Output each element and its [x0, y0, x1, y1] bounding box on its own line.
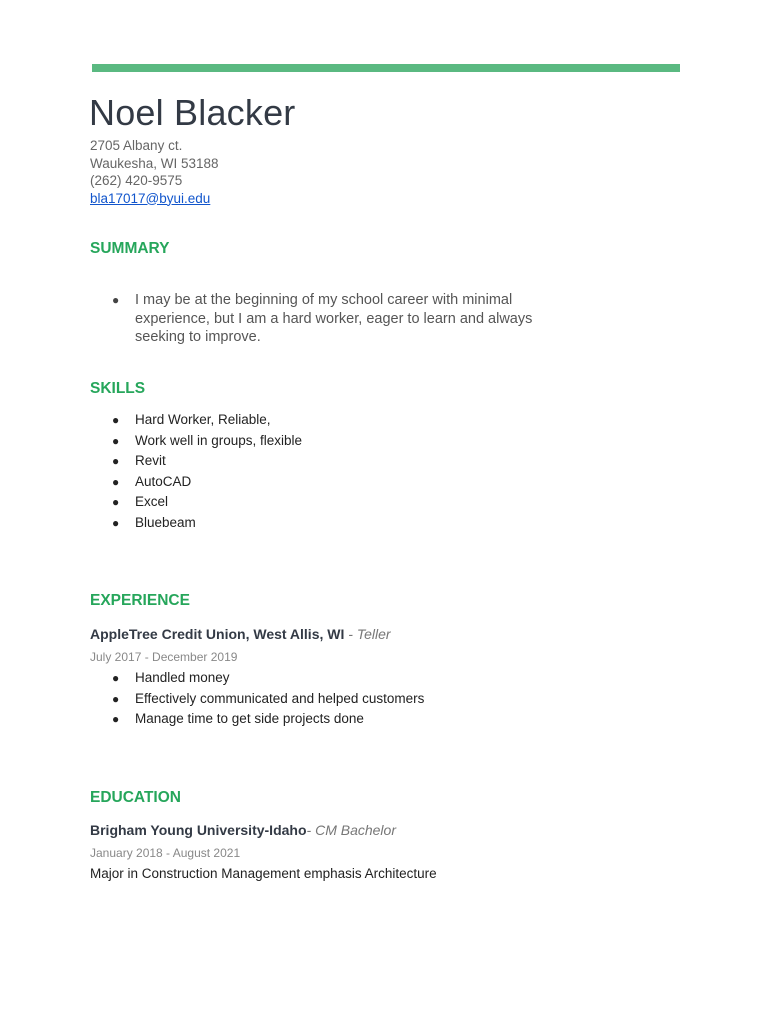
school-separator: - — [306, 822, 316, 838]
list-item: ● Hard Worker, Reliable, — [112, 410, 302, 431]
experience-heading: EXPERIENCE — [90, 592, 190, 609]
school-line — [90, 822, 396, 838]
summary-heading: SUMMARY — [90, 240, 170, 257]
education-dates: January 2018 - August 2021 — [90, 846, 241, 860]
degree-name: CM Bachelor — [315, 822, 396, 838]
list-item: ● Excel — [112, 492, 302, 513]
list-item: ● Bluebeam — [112, 513, 302, 534]
address-line-2: Waukesha, WI 53188 — [90, 155, 219, 171]
bullet-icon: ● — [112, 433, 120, 448]
email-link[interactable]: bla17017@byui.edu — [90, 190, 211, 206]
list-item: ● Revit — [112, 451, 302, 472]
list-item: ● Handled money — [112, 668, 424, 689]
employer-name: AppleTree Credit Union, West Allis, WI — [90, 626, 345, 642]
education-detail: Major in Construction Management emphasis Architecture — [90, 866, 437, 881]
job-separator: - — [344, 626, 357, 642]
bullet-icon: ● — [112, 515, 120, 530]
job-dates: July 2017 - December 2019 — [90, 650, 238, 664]
bullet-icon: ● — [112, 413, 120, 427]
phone-number: (262) 420-9575 — [90, 173, 183, 188]
summary-text: I may be at the beginning of my school career with minimal experience, but I am a hard worker, eager to learn and always seeking to improve. — [135, 292, 533, 345]
job-title-line — [90, 626, 391, 642]
bullet-icon: ● — [112, 474, 120, 489]
job-role: Teller — [356, 626, 391, 642]
bullet-icon: ● — [112, 495, 120, 509]
job-duties-list — [112, 668, 424, 730]
skills-heading: SKILLS — [90, 380, 146, 397]
list-item: ● Effectively communicated and helped customers — [112, 689, 424, 710]
accent-bar — [92, 64, 680, 72]
summary-item — [112, 291, 552, 347]
skills-list — [112, 410, 302, 533]
candidate-name: Noel Blacker — [89, 92, 296, 133]
bullet-icon: ● — [112, 712, 120, 726]
bullet-icon: ● — [112, 671, 120, 685]
bullet-icon: ● — [112, 293, 120, 307]
address-line-1: 2705 Albany ct. — [90, 138, 183, 153]
school-name: Brigham Young University-Idaho — [90, 822, 307, 838]
bullet-icon: ● — [112, 691, 120, 706]
list-item: ● AutoCAD — [112, 472, 302, 493]
bullet-icon: ● — [112, 454, 120, 468]
list-item: ● Work well in groups, flexible — [112, 431, 302, 452]
education-heading: EDUCATION — [90, 789, 181, 806]
contact-block — [90, 137, 219, 207]
list-item: ● Manage time to get side projects done — [112, 709, 424, 730]
